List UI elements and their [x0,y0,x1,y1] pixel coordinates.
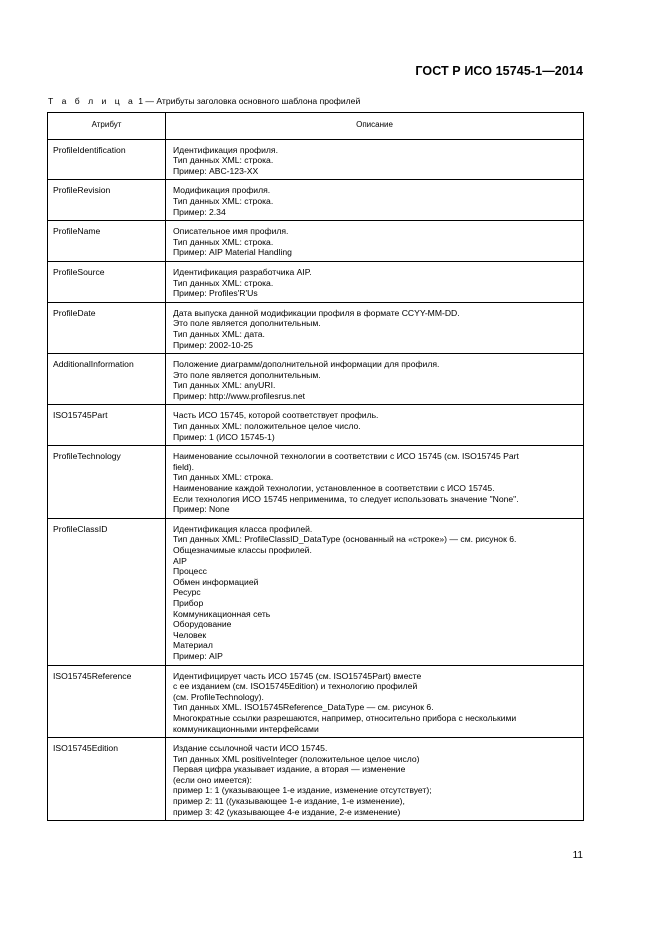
description-line: Тип данных XML: anyURI. [173,380,276,391]
description-line: Наименование каждой технологии, установленное в соответствии с ИСО 15745. [173,483,495,494]
description-line: Тип данных XML: строка. [173,236,274,247]
table-row [48,139,584,180]
attributes-table [47,112,584,821]
description-line: (если оно имеется): [173,774,252,785]
attribute-description-cell [166,261,584,302]
attribute-name-cell: ProfileName [48,221,166,262]
description-line: Прибор [173,597,204,608]
table-body [48,139,584,821]
table-header-row [48,113,584,140]
description-line: Пример: Profiles'R'Us [173,288,258,299]
attribute-description-cell [166,354,584,405]
description-line: пример 1: 1 (указывающее 1-е издание, изменение отсутствует); [173,785,432,796]
description-line: Процесс [173,566,207,577]
description-line: коммуникационными интерфейсами [173,723,319,734]
description-line: Пример: None [173,504,230,515]
table-caption [48,96,360,106]
table-row [48,405,584,446]
description-line: Тип данных XML: строка. [173,195,274,206]
page-number: 11 [572,850,583,861]
description-line: Человек [173,629,207,640]
description-line: Оборудование [173,619,232,630]
description-line: AIP [173,555,187,566]
attribute-description-cell [166,221,584,262]
description-line: Тип данных XML positiveInteger (положительное целое число) [173,753,420,764]
description-line: (см. ProfileTechnology). [173,691,264,702]
description-line: Пример: 1 (ИСО 15745-1) [173,431,275,442]
description-line: пример 2: 11 ((указывающее 1-е издание, 1-е изменение), [173,796,405,807]
attribute-name-cell: ProfileClassID [48,518,166,665]
attribute-name-cell: ISO15745Part [48,405,166,446]
description-line: Дата выпуска данной модификации профиля в формате CCYY-MM-DD. [173,307,460,318]
table-caption-text: 1 — Атрибуты заголовка основного шаблона профилей [138,96,361,106]
table-row [48,665,584,738]
document-standard-number: ГОСТ Р ИСО 15745-1—2014 [415,64,583,78]
attribute-name-cell: ISO15745Edition [48,738,166,821]
attribute-description-cell [166,665,584,738]
description-line: Первая цифра указывает издание, а вторая — изменение [173,764,406,775]
description-line: Тип данных XML: строка. [173,277,274,288]
description-line: Пример: AIP [173,650,223,661]
column-header-attribute: Атрибут [48,113,166,140]
description-line: Обмен информацией [173,576,259,587]
table-row [48,446,584,519]
description-line: Если технология ИСО 15745 неприменима, то следует использовать значение "None". [173,493,519,504]
column-header-description: Описание [166,113,584,140]
attribute-name-cell: ProfileDate [48,302,166,353]
table-row [48,302,584,353]
description-line: Описательное имя профиля. [173,226,289,237]
description-line: Многократные ссылки разрешаются, например, относительно прибора с несколькими [173,712,517,723]
attribute-name-cell: AdditionalInformation [48,354,166,405]
description-line: с ее изданием (см. ISO15745Edition) и технологию профилей [173,681,418,692]
description-line: Ресурс [173,587,201,598]
description-line: Тип данных XML: строка. [173,155,274,166]
table-row [48,738,584,821]
attribute-name-cell: ProfileRevision [48,180,166,221]
description-line: Идентифицирует часть ИСО 15745 (см. ISO15745Part) вместе [173,670,422,681]
description-line: Пример: 2.34 [173,206,226,217]
description-line: Положение диаграмм/дополнительной информации для профиля. [173,359,440,370]
table-row [48,180,584,221]
description-line: Общезначимые классы профилей. [173,545,312,555]
description-line: Пример: AIP Material Handling [173,247,292,258]
description-line: Издание ссылочной части ИСО 15745. [173,743,328,754]
description-line: Коммуникационная сеть [173,608,271,619]
description-line: field). [173,461,195,472]
attribute-name-cell: ISO15745Reference [48,665,166,738]
description-line: Тип данных XML: строка. [173,472,274,483]
table-caption-prefix: Т а б л и ц а [48,96,136,106]
table-row [48,261,584,302]
attribute-description-cell [166,446,584,519]
description-line: Пример: http://www.profilesrus.net [173,390,306,401]
description-line: Это поле является дополнительным. [173,318,321,329]
attribute-description-cell [166,302,584,353]
description-line: Материал [173,640,213,651]
table-row [48,518,584,665]
attribute-description-cell [166,180,584,221]
description-line: Идентификация разработчика AIP. [173,266,312,277]
attribute-description-cell [166,139,584,180]
description-line: Тип данных XML: положительное целое число. [173,421,361,432]
table-row [48,221,584,262]
attribute-name-cell: ProfileTechnology [48,446,166,519]
description-line: Пример: ABC-123-XX [173,165,259,176]
description-line: Наименование ссылочной технологии в соответствии с ИСО 15745 (см. ISO15745 Part [173,451,519,462]
description-line: Пример: 2002-10-25 [173,339,253,350]
description-line: Идентификация класса профилей. [173,523,313,534]
description-line: Часть ИСО 15745, которой соответствует профиль. [173,410,379,421]
description-line: Модификация профиля. [173,185,271,196]
attribute-description-cell [166,518,584,665]
attribute-name-cell: ProfileIdentification [48,139,166,180]
description-line: Тип данных XML: ProfileClassID_DataType (основанный на «строке») — см. рисунок 6. [173,534,517,545]
attribute-description-cell [166,405,584,446]
description-line: Тип данных XML: дата. [173,328,265,339]
description-line: Тип данных XML. ISO15745Reference_DataType — см. рисунок 6. [173,702,434,713]
description-line: Идентификация профиля. [173,144,278,155]
description-line: Это поле является дополнительным. [173,369,321,380]
description-line: пример 3: 42 (указывающее 4-е издание, 2-е изменение) [173,806,401,817]
table-row [48,354,584,405]
attribute-description-cell [166,738,584,821]
attribute-name-cell: ProfileSource [48,261,166,302]
